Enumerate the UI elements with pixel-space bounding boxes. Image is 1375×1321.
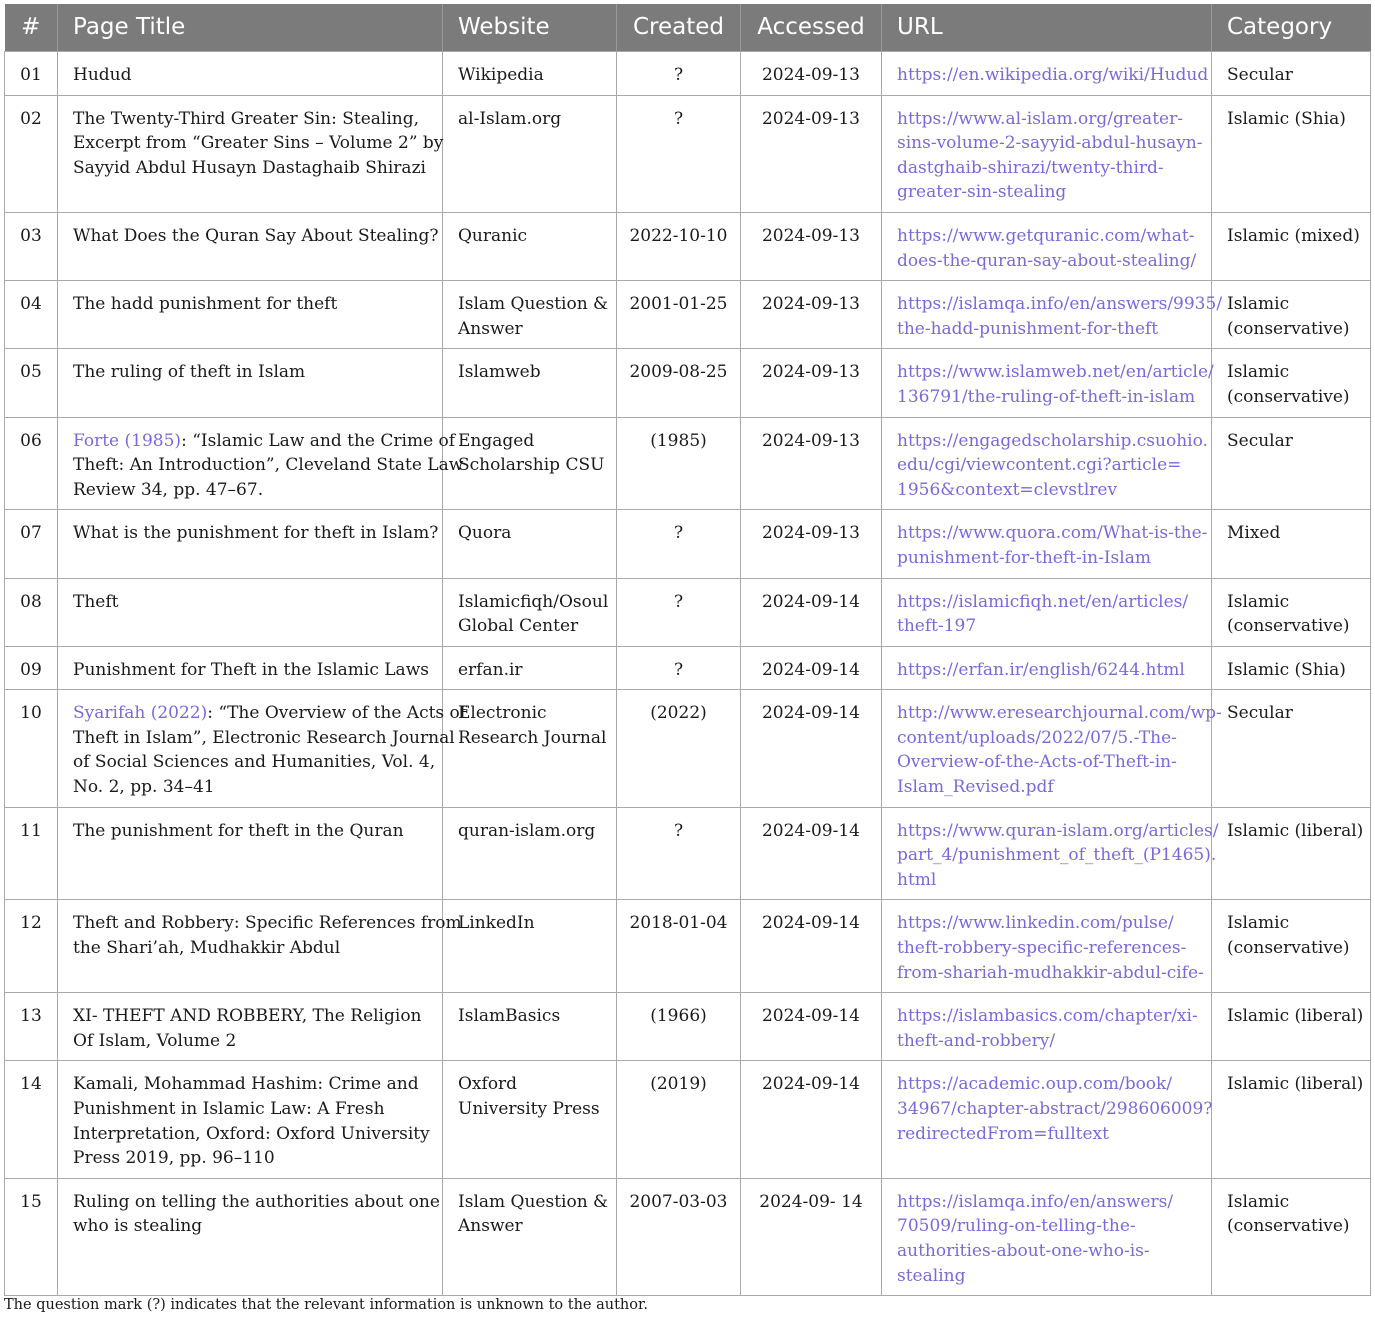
- website-line: Islam Question &: [458, 294, 609, 315]
- page-title-cell: [58, 349, 443, 417]
- url-line: theft-robbery-specific-references-: [897, 938, 1187, 959]
- url-link[interactable]: [882, 1061, 1212, 1178]
- page-title-cell: [58, 510, 443, 578]
- url-link[interactable]: [882, 510, 1212, 578]
- row-number: 09: [5, 646, 58, 690]
- url-line: from-shariah-mudhakkir-abdul-cife-: [897, 962, 1204, 983]
- url-link[interactable]: [882, 281, 1223, 349]
- website-cell: [443, 417, 617, 510]
- category-cell: [1212, 417, 1371, 510]
- table-row: [5, 1061, 1371, 1178]
- category-line: (conservative): [1227, 616, 1350, 637]
- row-number: 01: [5, 52, 58, 96]
- title-line: The Twenty-Third Greater Sin: Stealing,: [73, 108, 420, 129]
- created-cell: (2022): [617, 690, 741, 807]
- row-number: 06: [5, 417, 58, 510]
- reference-link[interactable]: Forte (1985): [73, 430, 182, 451]
- row-number: 12: [5, 900, 58, 993]
- accessed-cell: 2024-09-14: [741, 807, 882, 900]
- category-cell: [1212, 281, 1371, 349]
- url-line: theft-197: [897, 616, 977, 637]
- website-line: LinkedIn: [458, 913, 535, 934]
- row-number: 05: [5, 349, 58, 417]
- url-line: https://academic.oup.com/book/: [897, 1074, 1173, 1095]
- accessed-cell: 2024-09-13: [741, 281, 882, 349]
- accessed-cell: 2024-09-13: [741, 52, 882, 96]
- website-cell: [443, 52, 617, 96]
- title-line: XI- THEFT AND ROBBERY, The Religion: [73, 1006, 422, 1027]
- url-line: theft-and-robbery/: [897, 1030, 1056, 1051]
- website-cell: [443, 349, 617, 417]
- category-cell: [1212, 95, 1371, 212]
- accessed-cell: 2024-09-13: [741, 510, 882, 578]
- created-cell: (2019): [617, 1061, 741, 1178]
- table-row: [5, 95, 1371, 212]
- category-line: (conservative): [1227, 938, 1350, 959]
- created-cell: 2007-03-03: [617, 1178, 741, 1295]
- url-line: https://www.quora.com/What-is-the-: [897, 523, 1208, 544]
- created-cell: ?: [617, 95, 741, 212]
- url-line: the-hadd-punishment-for-theft: [897, 318, 1159, 339]
- url-line: 70509/ruling-on-telling-the-: [897, 1216, 1136, 1237]
- website-line: Engaged: [458, 430, 535, 451]
- website-line: Quranic: [458, 225, 528, 246]
- accessed-cell: 2024-09-14: [741, 578, 882, 646]
- category-cell: [1212, 900, 1371, 993]
- title-line: Theft in Islam”, Electronic Research Journal: [73, 727, 455, 748]
- url-line: sins-volume-2-sayyid-abdul-husayn-: [897, 133, 1203, 154]
- row-number: 04: [5, 281, 58, 349]
- url-link[interactable]: [882, 646, 1212, 690]
- title-line: the Shari’ah, Mudhakkir Abdul: [73, 938, 341, 959]
- url-line: 34967/chapter-abstract/298606009?: [897, 1099, 1213, 1119]
- reference-link[interactable]: Syarifah (2022): [73, 703, 208, 724]
- created-cell: 2022-10-10: [617, 212, 741, 280]
- title-line: Review 34, pp. 47–67.: [73, 479, 264, 500]
- url-line: https://islamqa.info/en/answers/9935/: [897, 294, 1223, 315]
- url-line: does-the-quran-say-about-stealing/: [897, 250, 1197, 271]
- title-line: Punishment for Theft in the Islamic Laws: [73, 659, 429, 680]
- website-line: Wikipedia: [458, 65, 544, 85]
- website-cell: [443, 646, 617, 690]
- created-cell: ?: [617, 52, 741, 96]
- url-line: dastghaib-shirazi/twenty-third-: [897, 157, 1164, 178]
- url-line: https://engagedscholarship.csuohio.: [897, 430, 1208, 451]
- url-line: https://www.quran-islam.org/articles/: [897, 820, 1219, 841]
- url-line: https://www.islamweb.net/en/article/: [897, 362, 1214, 383]
- category-line: Mixed: [1227, 523, 1281, 544]
- url-line: https://en.wikipedia.org/wiki/Hudud: [897, 65, 1209, 85]
- header-number: #: [5, 4, 58, 52]
- table-row: [5, 281, 1371, 349]
- row-number: 15: [5, 1178, 58, 1295]
- table-row: [5, 510, 1371, 578]
- header-page-title: Page Title: [58, 4, 443, 52]
- website-line: Electronic: [458, 703, 547, 724]
- page-title-cell: [58, 690, 467, 807]
- header-website: Website: [443, 4, 617, 52]
- table-row: [5, 52, 1371, 96]
- url-line: 136791/the-ruling-of-theft-in-islam: [897, 386, 1196, 407]
- url-link[interactable]: [882, 52, 1212, 96]
- url-line: stealing: [897, 1265, 966, 1286]
- table-header: [5, 4, 1371, 52]
- created-cell: 2018-01-04: [617, 900, 741, 993]
- url-line: 1956&context=clevstlrev: [897, 479, 1118, 500]
- title-line: Theft: [73, 591, 119, 612]
- table-body: [5, 52, 1371, 1296]
- website-cell: [443, 281, 617, 349]
- table-row: [5, 349, 1371, 417]
- created-cell: 2001-01-25: [617, 281, 741, 349]
- url-line: html: [897, 869, 937, 890]
- category-line: Islamic (mixed): [1227, 225, 1360, 246]
- category-cell: [1212, 807, 1371, 900]
- page-title-cell: [58, 212, 443, 280]
- page-title-cell: [58, 417, 464, 510]
- created-cell: ?: [617, 646, 741, 690]
- url-line: greater-sin-stealing: [897, 182, 1067, 203]
- row-number: 10: [5, 690, 58, 807]
- category-line: Islamic (liberal): [1227, 820, 1364, 841]
- category-line: (conservative): [1227, 386, 1350, 407]
- url-line: redirectedFrom=fulltext: [897, 1123, 1109, 1144]
- table-row: [5, 900, 1371, 993]
- category-cell: [1212, 578, 1371, 646]
- table-row: [5, 646, 1371, 690]
- created-cell: (1985): [617, 417, 741, 510]
- website-line: IslamBasics: [458, 1006, 561, 1027]
- website-cell: [443, 1178, 617, 1295]
- title-line: Hudud: [73, 65, 132, 85]
- category-line: Secular: [1227, 430, 1293, 451]
- title-line: Excerpt from “Greater Sins – Volume 2” by: [73, 133, 444, 154]
- url-link[interactable]: [882, 349, 1212, 417]
- table-row: [5, 807, 1371, 900]
- url-line: punishment-for-theft-in-Islam: [897, 547, 1151, 568]
- website-cell: [443, 807, 617, 900]
- url-link[interactable]: [882, 1178, 1212, 1295]
- category-line: Islamic: [1227, 913, 1290, 934]
- header-url: URL: [882, 4, 1212, 52]
- title-line: No. 2, pp. 34–41: [73, 777, 215, 798]
- website-line: quran-islam.org: [458, 820, 596, 841]
- title-line: Punishment in Islamic Law: A Fresh: [73, 1099, 385, 1119]
- website-cell: [443, 212, 617, 280]
- url-line: https://islamqa.info/en/answers/: [897, 1191, 1174, 1212]
- page-title-cell: [58, 900, 462, 993]
- website-cell: [443, 900, 617, 993]
- page-title-cell: [58, 52, 443, 96]
- url-line: https://erfan.ir/english/6244.html: [897, 659, 1185, 680]
- row-number: 11: [5, 807, 58, 900]
- website-cell: [443, 993, 617, 1061]
- url-line: part_4/punishment_of_theft_(P1465).: [897, 845, 1217, 866]
- page-title-cell: [58, 1178, 443, 1295]
- category-line: Islamic (Shia): [1227, 108, 1346, 129]
- url-line: https://islambasics.com/chapter/xi-: [897, 1006, 1198, 1027]
- category-cell: [1212, 52, 1371, 96]
- title-line: Sayyid Abdul Husayn Dastaghaib Shirazi: [73, 157, 426, 178]
- page-title-cell: [58, 646, 443, 690]
- title-line: What Does the Quran Say About Stealing?: [73, 225, 439, 246]
- accessed-cell: 2024-09- 14: [741, 1178, 882, 1295]
- table-row: [5, 993, 1371, 1061]
- title-line: Theft: An Introduction”, Cleveland State Law: [73, 455, 464, 476]
- url-line: authorities-about-one-who-is-: [897, 1240, 1150, 1261]
- category-cell: [1212, 212, 1371, 280]
- page-title-cell: [58, 993, 443, 1061]
- title-line: What is the punishment for theft in Islam?: [73, 523, 439, 544]
- url-link[interactable]: [882, 900, 1212, 993]
- title-line: The ruling of theft in Islam: [73, 362, 306, 383]
- category-cell: [1212, 993, 1371, 1061]
- website-line: Research Journal: [458, 727, 607, 748]
- title-line: Interpretation, Oxford: Oxford University: [73, 1123, 430, 1144]
- accessed-cell: 2024-09-14: [741, 900, 882, 993]
- title-line: Press 2019, pp. 96–110: [73, 1148, 275, 1169]
- category-cell: [1212, 510, 1371, 578]
- table-row: [5, 1178, 1371, 1295]
- website-line: Global Center: [458, 616, 579, 637]
- table-row: [5, 690, 1371, 807]
- title-text: : “The Overview of the Acts of: [207, 703, 467, 724]
- title-line: Ruling on telling the authorities about one: [73, 1191, 440, 1212]
- url-link[interactable]: [882, 807, 1219, 900]
- category-line: Islamic (Shia): [1227, 659, 1346, 680]
- url-link[interactable]: [882, 993, 1212, 1061]
- category-line: Islamic: [1227, 591, 1290, 612]
- url-line: edu/cgi/viewcontent.cgi?article=: [897, 455, 1182, 476]
- title-line: Of Islam, Volume 2: [73, 1030, 237, 1051]
- row-number: 13: [5, 993, 58, 1061]
- category-cell: [1212, 1178, 1371, 1295]
- category-line: (conservative): [1227, 1216, 1350, 1237]
- category-line: Islamic (liberal): [1227, 1006, 1364, 1027]
- title-line: The hadd punishment for theft: [73, 294, 338, 315]
- website-cell: [443, 510, 617, 578]
- header-category: Category: [1212, 4, 1371, 52]
- accessed-cell: 2024-09-13: [741, 417, 882, 510]
- title-line: of Social Sciences and Humanities, Vol. 4,: [73, 752, 436, 773]
- created-cell: 2009-08-25: [617, 349, 741, 417]
- url-link[interactable]: [882, 690, 1222, 807]
- title-line: The punishment for theft in the Quran: [73, 820, 404, 841]
- url-line: Overview-of-the-Acts-of-Theft-in-: [897, 752, 1177, 773]
- website-line: Answer: [458, 1216, 523, 1237]
- url-link[interactable]: [882, 212, 1212, 280]
- website-line: Islam Question &: [458, 1191, 609, 1212]
- page-title-cell: [58, 1061, 443, 1178]
- category-line: Secular: [1227, 65, 1293, 85]
- title-line: [73, 701, 467, 726]
- url-link[interactable]: [882, 417, 1212, 510]
- category-cell: [1212, 646, 1371, 690]
- row-number: 08: [5, 578, 58, 646]
- website-line: erfan.ir: [458, 659, 523, 680]
- title-line: Kamali, Mohammad Hashim: Crime and: [73, 1074, 419, 1095]
- created-cell: (1966): [617, 993, 741, 1061]
- website-cell: [443, 578, 617, 646]
- url-line: https://islamicfiqh.net/en/articles/: [897, 591, 1189, 612]
- row-number: 07: [5, 510, 58, 578]
- sources-table: [4, 4, 1371, 1296]
- accessed-cell: 2024-09-14: [741, 690, 882, 807]
- accessed-cell: 2024-09-13: [741, 349, 882, 417]
- website-line: Answer: [458, 318, 523, 339]
- accessed-cell: 2024-09-13: [741, 95, 882, 212]
- website-line: Islamicfiqh/Osoul: [458, 591, 609, 612]
- url-line: https://www.getquranic.com/what-: [897, 225, 1195, 246]
- category-line: Islamic: [1227, 294, 1290, 315]
- website-cell: [443, 95, 617, 212]
- title-line: [73, 429, 456, 454]
- row-number: 03: [5, 212, 58, 280]
- table-footnote: The question mark (?) indicates that the relevant information is unknown to the author.: [4, 1297, 648, 1313]
- header-accessed: Accessed: [741, 4, 882, 52]
- website-line: Scholarship CSU: [458, 455, 605, 476]
- created-cell: ?: [617, 578, 741, 646]
- table-row: [5, 212, 1371, 280]
- url-line: Islam_Revised.pdf: [897, 777, 1054, 798]
- page-title-cell: [58, 807, 443, 900]
- page-title-cell: [58, 578, 443, 646]
- row-number: 02: [5, 95, 58, 212]
- category-line: Islamic: [1227, 1191, 1290, 1212]
- row-number: 14: [5, 1061, 58, 1178]
- title-line: Theft and Robbery: Specific References from: [73, 913, 462, 934]
- table-row: [5, 578, 1371, 646]
- category-line: Secular: [1227, 703, 1293, 724]
- url-line: https://www.al-islam.org/greater-: [897, 108, 1183, 129]
- website-cell: [443, 690, 617, 807]
- title-line: who is stealing: [73, 1216, 203, 1237]
- category-line: Islamic: [1227, 362, 1290, 383]
- website-line: Oxford: [458, 1074, 518, 1095]
- category-cell: [1212, 1061, 1371, 1178]
- category-line: (conservative): [1227, 318, 1350, 339]
- url-line: content/uploads/2022/07/5.-The-: [897, 727, 1177, 748]
- category-cell: [1212, 690, 1371, 807]
- website-line: Islamweb: [458, 362, 541, 383]
- accessed-cell: 2024-09-14: [741, 993, 882, 1061]
- website-line: University Press: [458, 1099, 600, 1119]
- table-row: [5, 417, 1371, 510]
- created-cell: ?: [617, 510, 741, 578]
- url-link[interactable]: [882, 95, 1212, 212]
- website-line: al-Islam.org: [458, 108, 562, 129]
- accessed-cell: 2024-09-13: [741, 212, 882, 280]
- url-line: https://www.linkedin.com/pulse/: [897, 913, 1174, 934]
- category-cell: [1212, 349, 1371, 417]
- title-text: : “Islamic Law and the Crime of: [181, 430, 456, 451]
- page-title-cell: [58, 95, 443, 212]
- created-cell: ?: [617, 807, 741, 900]
- header-created: Created: [617, 4, 741, 52]
- url-line: http://www.eresearchjournal.com/wp-: [897, 703, 1222, 724]
- accessed-cell: 2024-09-14: [741, 646, 882, 690]
- website-line: Quora: [458, 523, 512, 544]
- accessed-cell: 2024-09-14: [741, 1061, 882, 1178]
- page-title-cell: [58, 281, 443, 349]
- category-line: Islamic (liberal): [1227, 1074, 1364, 1095]
- website-cell: [443, 1061, 617, 1178]
- url-link[interactable]: [882, 578, 1212, 646]
